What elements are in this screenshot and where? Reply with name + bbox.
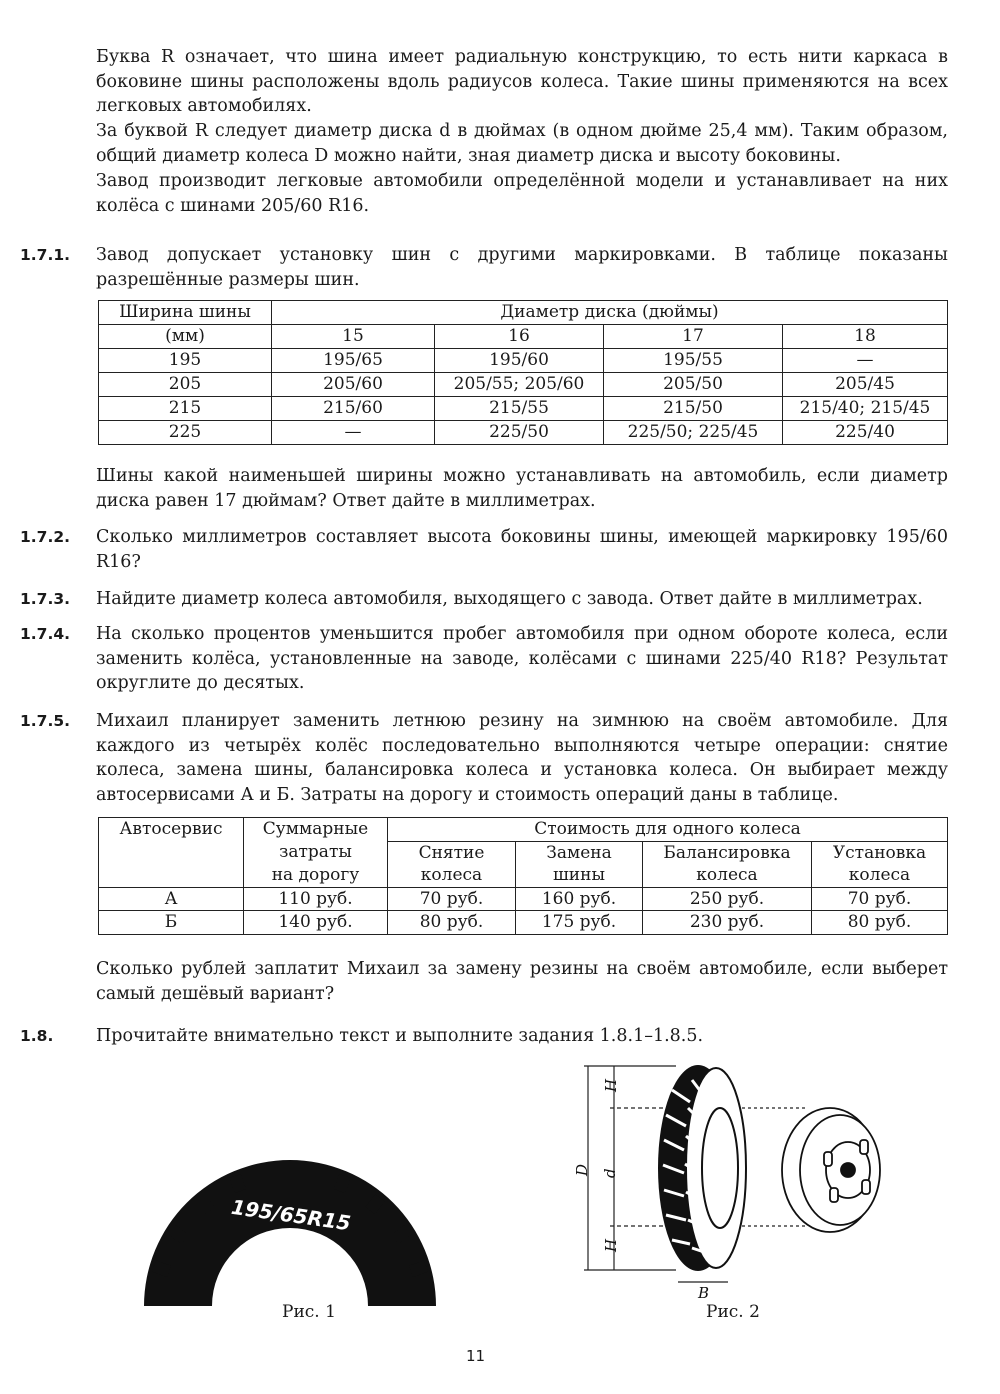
table-header-cell: колеса [388, 864, 516, 887]
task-text: Прочитайте внимательно текст и выполните задания 1.8.1–1.8.5. [96, 1026, 704, 1046]
rim-icon [782, 1108, 880, 1232]
table-row [99, 887, 948, 911]
task-number: 1.7.5. [20, 712, 71, 730]
table-row [99, 911, 948, 935]
table-row [99, 397, 948, 421]
table-header-cell: затраты [244, 841, 388, 864]
task-text: Михаил планирует заменить летнюю резину на зимнюю на своём автомобиле. Для каждого из четырёх колёс последовательно выполняются четыре операции: снятие колеса, замена шины, балансировка колеса и установка колеса. Он выбирает между автосервисами А и Б. Затраты на дорогу и стоимость операций даны в таблице. [96, 711, 948, 805]
table-cell: 215/50 [604, 397, 783, 421]
table-header-cell: Суммарные [244, 818, 388, 842]
task-text: Шины какой наименьшей ширины можно устанавливать на автомобиль, если диаметр диска равен 17 дюймам? Ответ дайте в миллиметрах. [96, 466, 948, 511]
table-cell: 205/60 [272, 373, 435, 397]
table-header-cell: Ширина шины [99, 301, 272, 325]
intro-paragraph-3: Завод производит легковые автомобили определённой модели и устанавливает на них колёса с шинами 205/60 R16. [96, 171, 948, 216]
table-row [99, 421, 948, 445]
table-cell: 215/60 [272, 397, 435, 421]
table-cell: 205 [99, 373, 272, 397]
intro-paragraph-2: За буквой R следует диаметр диска d в дюймах (в одном дюйме 25,4 мм). Таким образом, общий диаметр колеса D можно найти, зная диаметр диска и высоту боковины. [96, 121, 948, 166]
dimension-label-H-bottom: H [602, 1238, 620, 1252]
table-cell: 225/50 [435, 421, 604, 445]
task-text: Сколько миллиметров составляет высота боковины шины, имеющей маркировку 195/60 R16? [96, 527, 948, 572]
task-number: 1.7.2. [20, 528, 71, 546]
table-cell: 195 [99, 349, 272, 373]
table-header-cell: Балансировка [643, 841, 812, 864]
tire-icon [658, 1065, 746, 1271]
task-number: 1.7.4. [20, 625, 71, 643]
figure-2-tire-diagram [573, 1060, 900, 1302]
table-row [99, 373, 948, 397]
intro-paragraph-1: Буква R означает, что шина имеет радиальную конструкцию, то есть нити каркаса в боковине шины расположены вдоль радиусов колеса. Такие шины применяются на всех легковых автомобилях. [96, 47, 948, 116]
page-number: 11 [466, 1347, 486, 1365]
service-cost-table [98, 817, 948, 935]
table-cell: 225 [99, 421, 272, 445]
task-number: 1.7.3. [20, 590, 71, 608]
table-cell: 70 руб. [388, 887, 516, 911]
figure-1-tire-arc [140, 1150, 440, 1310]
table-header-cell: шины [516, 864, 643, 887]
table-cell: — [783, 349, 948, 373]
table-cell: 195/55 [604, 349, 783, 373]
table-header-cell: Стоимость для одного колеса [388, 818, 948, 842]
task-text: Сколько рублей заплатит Михаил за замену резины на своём автомобиле, если выберет самый дешёвый вариант? [96, 959, 948, 1004]
table-cell: 215/55 [435, 397, 604, 421]
table-cell: 225/50; 225/45 [604, 421, 783, 445]
task-number: 1.7.1. [20, 246, 71, 264]
figure-1-caption: Рис. 1 [282, 1302, 336, 1322]
figure-2-caption: Рис. 2 [706, 1302, 760, 1322]
table-cell: 205/45 [783, 373, 948, 397]
table-cell: 140 руб. [244, 911, 388, 935]
table-cell: 175 руб. [516, 911, 643, 935]
table-cell: 70 руб. [812, 887, 948, 911]
table-cell: — [272, 421, 435, 445]
table-header-cell: 15 [272, 325, 435, 349]
table-cell: 225/40 [783, 421, 948, 445]
table-cell: 230 руб. [643, 911, 812, 935]
table-cell: 110 руб. [244, 887, 388, 911]
table-cell: 195/60 [435, 349, 604, 373]
dimension-label-D: D [573, 1163, 591, 1176]
table-cell: Б [99, 911, 244, 935]
table-header-cell: Замена [516, 841, 643, 864]
table-header-cell: колеса [812, 864, 948, 887]
table-cell: 80 руб. [812, 911, 948, 935]
tire-sizes-table [98, 300, 948, 445]
table-cell: 80 руб. [388, 911, 516, 935]
table-header-cell: на дорогу [244, 864, 388, 887]
task-text: Найдите диаметр колеса автомобиля, выходящего с завода. Ответ дайте в миллиметрах. [96, 589, 923, 609]
table-cell: 205/55; 205/60 [435, 373, 604, 397]
table-header-cell: Диаметр диска (дюймы) [272, 301, 948, 325]
table-cell: 215 [99, 397, 272, 421]
table-header-cell: Автосервис [99, 818, 244, 888]
dimension-label-H-top: H [602, 1078, 620, 1092]
table-cell: А [99, 887, 244, 911]
table-header-cell: (мм) [99, 325, 272, 349]
dimension-label-d: d [601, 1168, 619, 1178]
table-row [99, 349, 948, 373]
task-number: 1.8. [20, 1027, 54, 1045]
table-header-cell: колеса [643, 864, 812, 887]
table-header-cell: 17 [604, 325, 783, 349]
tire-marking-text: 195/65R15 [229, 1194, 353, 1236]
table-cell: 195/65 [272, 349, 435, 373]
table-header-cell: Снятие [388, 841, 516, 864]
table-header-cell: Установка [812, 841, 948, 864]
task-text: На сколько процентов уменьшится пробег автомобиля при одном обороте колеса, если заменить колёса, установленные на заводе, колёсами с шинами 225/40 R18? Результат округлите до десятых. [96, 624, 948, 693]
table-cell: 215/40; 215/45 [783, 397, 948, 421]
table-header-cell: 18 [783, 325, 948, 349]
table-cell: 160 руб. [516, 887, 643, 911]
dimension-label-B: B [698, 1284, 710, 1302]
table-header-cell: 16 [435, 325, 604, 349]
task-text: Завод допускает установку шин с другими маркировками. В таблице показаны разрешённые размеры шин. [96, 245, 948, 290]
table-cell: 250 руб. [643, 887, 812, 911]
table-cell: 205/50 [604, 373, 783, 397]
